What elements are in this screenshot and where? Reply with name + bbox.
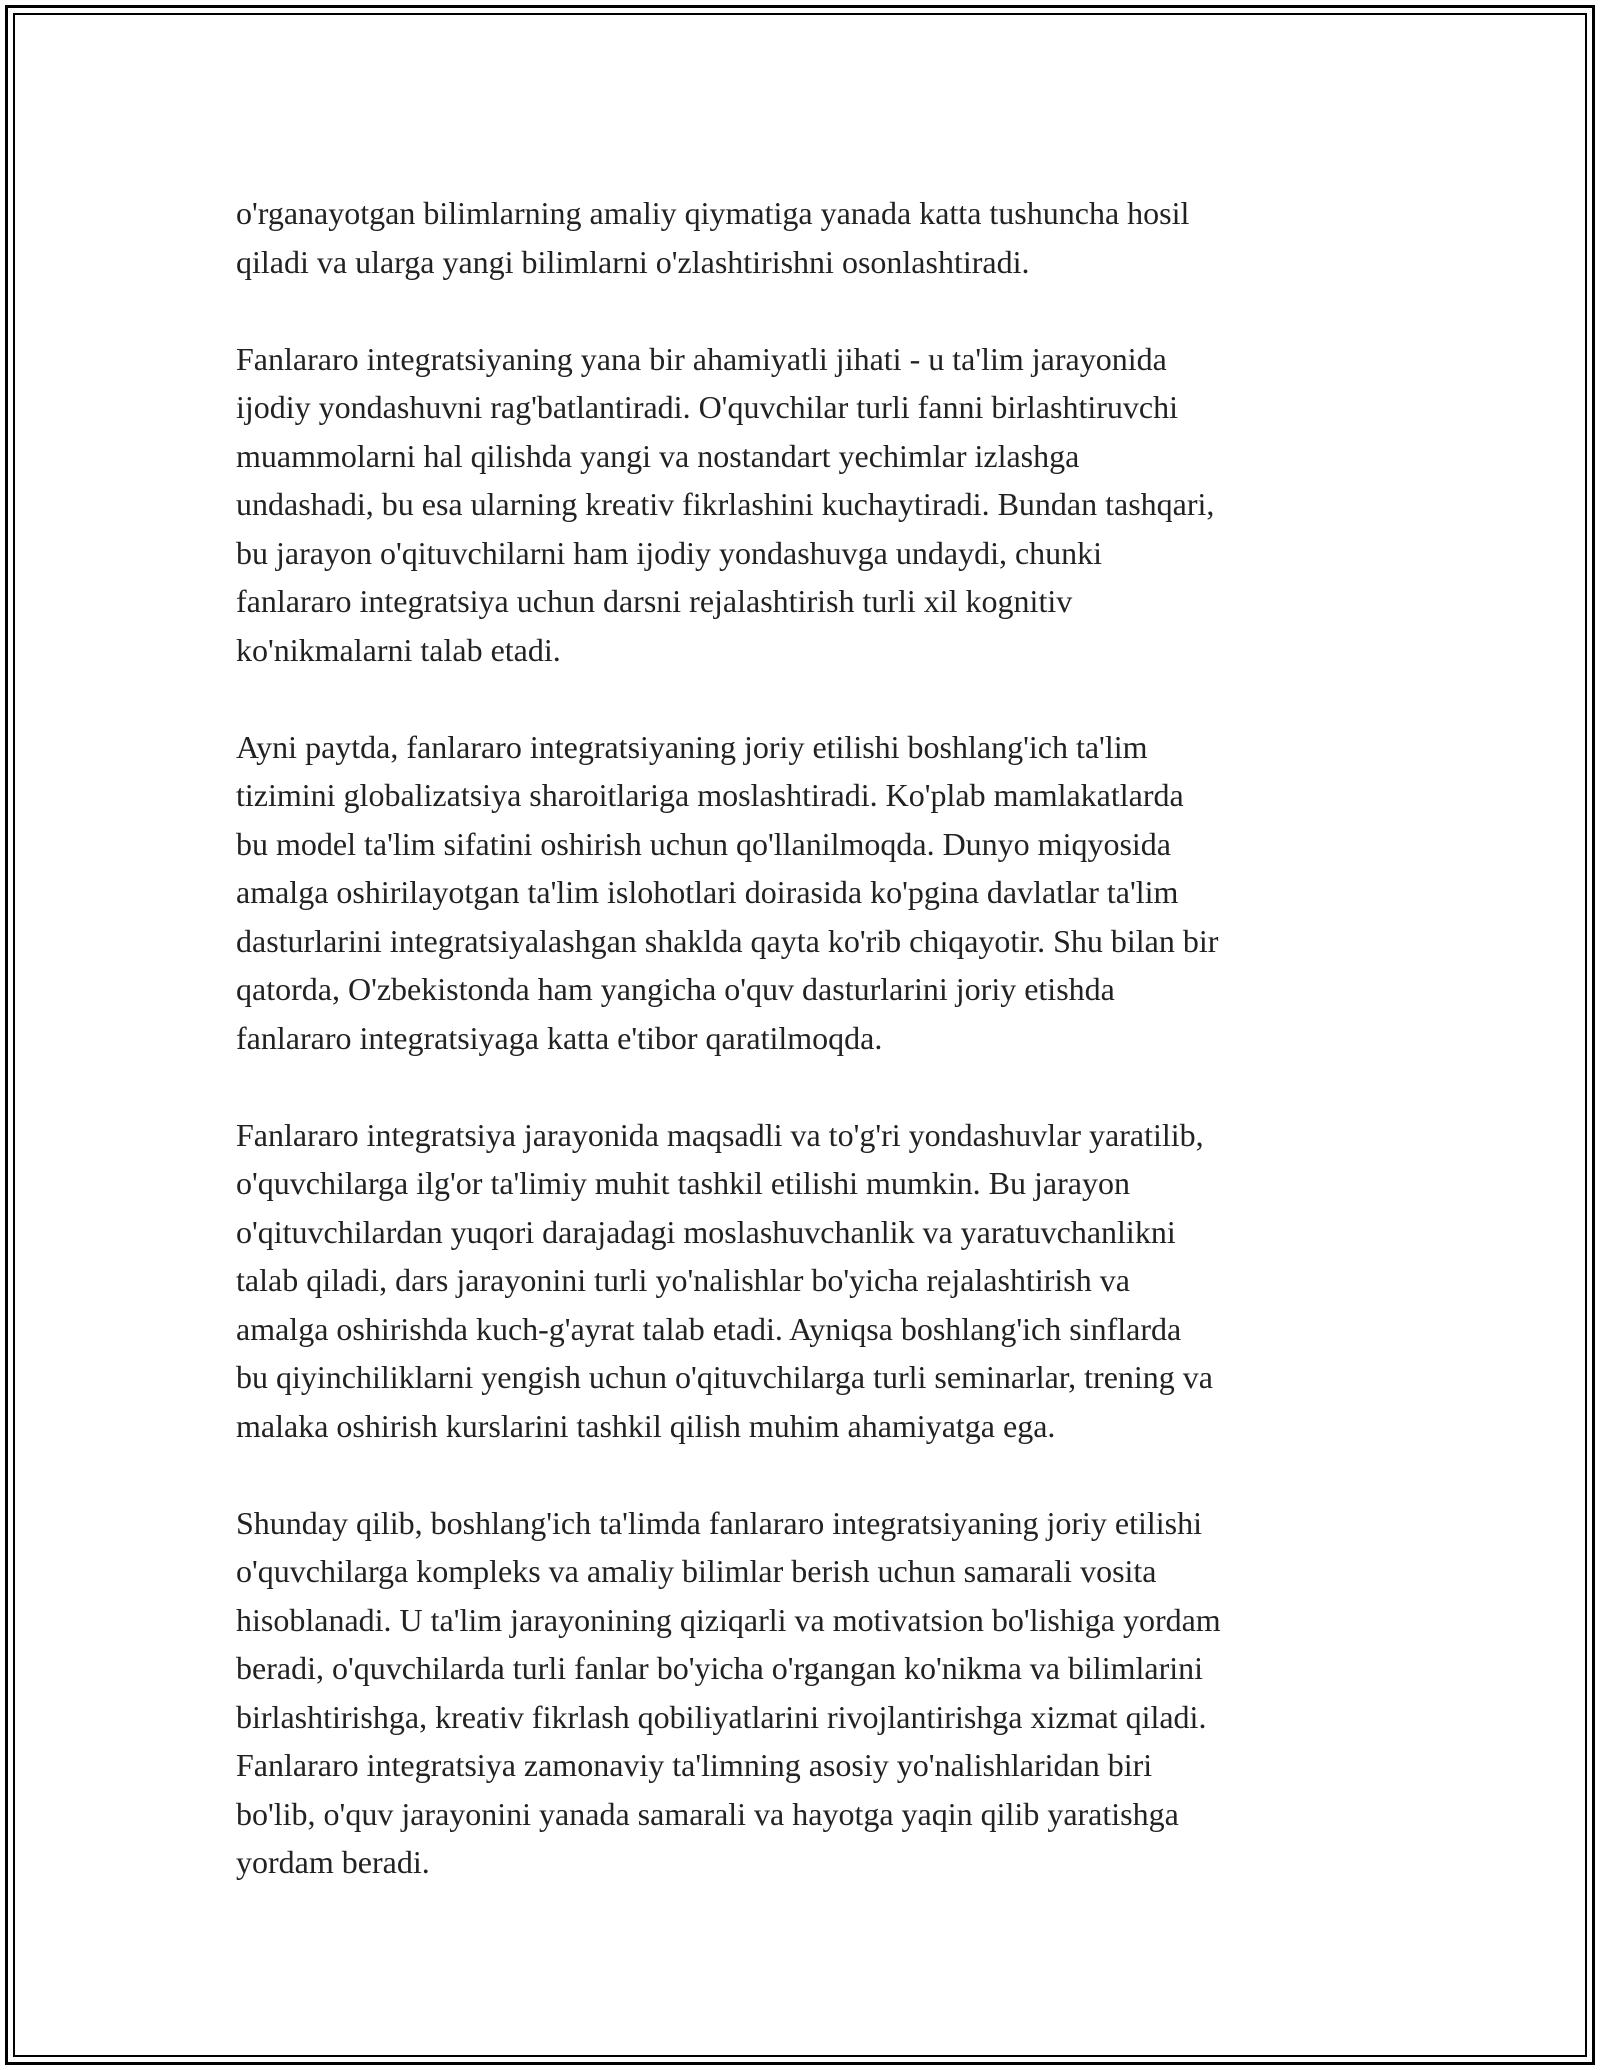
text-line: o'qituvchilardan yuqori darajadagi moslashuvchanlik va yaratuvchanlikni bbox=[236, 1213, 1176, 1250]
document-body bbox=[236, 189, 1376, 1935]
text-line: fanlararo integratsiyaga katta e'tibor qaratilmoqda. bbox=[236, 1019, 883, 1056]
text-line: amalga oshirishda kuch-g'ayrat talab etadi. Ayniqsa boshlang'ich sinflarda bbox=[236, 1310, 1182, 1347]
text-line: Ayni paytda, fanlararo integratsiyaning joriy etilishi boshlang'ich ta'lim bbox=[236, 728, 1148, 765]
text-line: Fanlararo integratsiya jarayonida maqsadli va to'g'ri yondashuvlar yaratilib, bbox=[236, 1116, 1204, 1153]
text-line: Fanlararo integratsiyaning yana bir ahamiyatli jihati - u ta'lim jarayonida bbox=[236, 340, 1167, 377]
text-line: beradi, o'quvchilarda turli fanlar bo'yicha o'rgangan ko'nikma va bilimlarini bbox=[236, 1650, 1204, 1686]
text-line: malaka oshirish kurslarini tashkil qilish muhim ahamiyatga ega. bbox=[236, 1407, 1056, 1444]
text-line: tizimini globalizatsiya sharoitlariga moslashtiradi. Ko'plab mamlakatlarda bbox=[236, 777, 1184, 813]
text-line: fanlararo integratsiya uchun darsni rejalashtirish turli xil kognitiv bbox=[236, 583, 1073, 619]
paragraph-3 bbox=[236, 723, 1376, 1063]
paragraph-5 bbox=[236, 1499, 1376, 1887]
text-line: bu qiyinchiliklarni yengish uchun o'qituvchilarga turli seminarlar, trening va bbox=[236, 1359, 1213, 1395]
paragraph-1 bbox=[236, 189, 1376, 286]
paragraph-2 bbox=[236, 335, 1376, 675]
text-line: o'quvchilarga ilg'or ta'limiy muhit tashkil etilishi mumkin. Bu jarayon bbox=[236, 1165, 1130, 1201]
text-line: muammolarni hal qilishda yangi va nostandart yechimlar izlashga bbox=[236, 437, 1080, 474]
text-line: dasturlarini integratsiyalashgan shaklda qayta ko'rib chiqayotir. Shu bilan bir bbox=[236, 922, 1219, 959]
text-line: Shunday qilib, boshlang'ich ta'limda fanlararo integratsiyaning joriy etilishi bbox=[236, 1504, 1202, 1541]
text-line: bu jarayon o'qituvchilarni ham ijodiy yondashuvga undaydi, chunki bbox=[236, 534, 1103, 571]
text-line: yordam beradi. bbox=[236, 1844, 430, 1880]
text-line: o'rganayotgan bilimlarning amaliy qiymatiga yanada katta tushuncha hosil bbox=[236, 195, 1190, 231]
text-line: bu model ta'lim sifatini oshirish uchun qo'llanilmoqda. Dunyo miqyosida bbox=[236, 825, 1171, 862]
text-line: ijodiy yondashuvni rag'batlantiradi. O'quvchilar turli fanni birlashtiruvchi bbox=[236, 389, 1178, 425]
text-line: qatorda, O'zbekistonda ham yangicha o'quv dasturlarini joriy etishda bbox=[236, 971, 1115, 1007]
text-line: Fanlararo integratsiya zamonaviy ta'limning asosiy yo'nalishlaridan biri bbox=[236, 1747, 1153, 1783]
text-line: amalga oshirilayotgan ta'lim islohotlari doirasida ko'pgina davlatlar ta'lim bbox=[236, 874, 1179, 910]
text-line: qiladi va ularga yangi bilimlarni o'zlashtirishni osonlashtiradi. bbox=[236, 243, 1030, 280]
text-line: birlashtirishga, kreativ fikrlash qobiliyatlarini rivojlantirishga xizmat qiladi. bbox=[236, 1698, 1207, 1735]
text-line: o'quvchilarga kompleks va amaliy bilimlar berish uchun samarali vosita bbox=[236, 1553, 1157, 1589]
text-line: hisoblanadi. U ta'lim jarayonining qiziqarli va motivatsion bo'lishiga yordam bbox=[236, 1601, 1221, 1638]
text-line: talab qiladi, dars jarayonini turli yo'nalishlar bo'yicha rejalashtirish va bbox=[236, 1262, 1130, 1298]
text-line: undashadi, bu esa ularning kreativ fikrlashini kuchaytiradi. Bundan tashqari, bbox=[236, 486, 1215, 522]
text-line: bo'lib, o'quv jarayonini yanada samarali va hayotga yaqin qilib yaratishga bbox=[236, 1795, 1179, 1832]
paragraph-4 bbox=[236, 1111, 1376, 1451]
text-line: ko'nikmalarni talab etadi. bbox=[236, 631, 561, 668]
